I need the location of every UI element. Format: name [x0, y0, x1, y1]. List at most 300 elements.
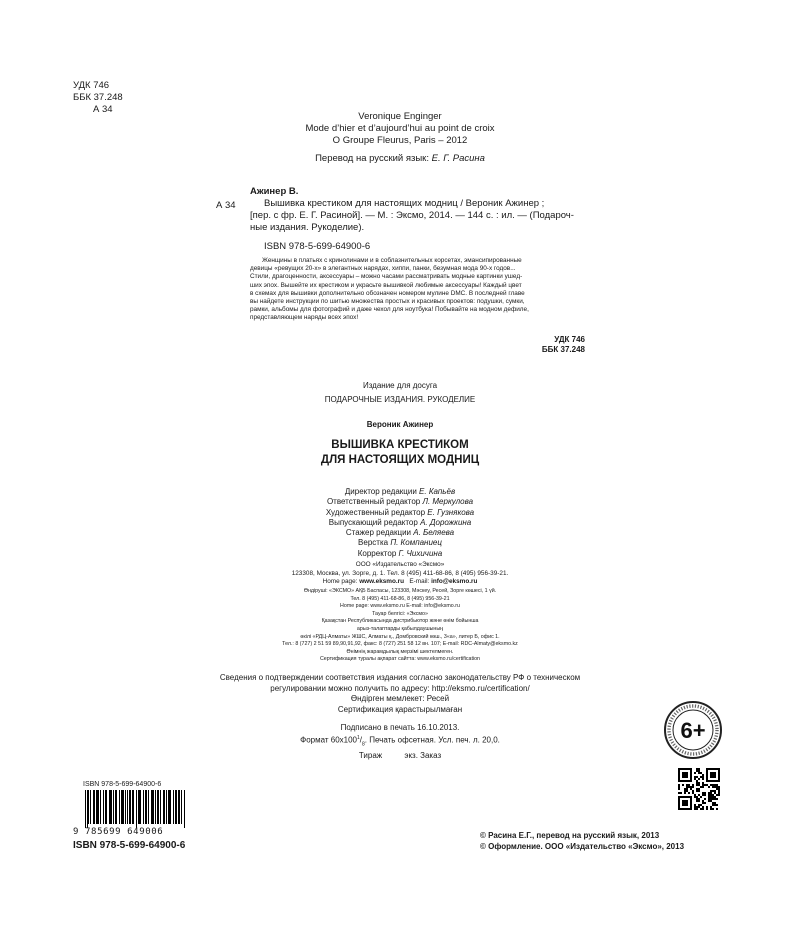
credit-line — [250, 487, 550, 497]
barcode-bar — [93, 790, 94, 824]
qr-module — [692, 790, 694, 792]
print-run: Тираж экз. Заказ — [358, 751, 442, 761]
qr-module — [708, 794, 710, 796]
qr-module — [696, 780, 698, 782]
qr-module — [704, 784, 706, 786]
qr-module — [702, 786, 704, 788]
credit-line — [250, 549, 550, 559]
certification-line: регулировании можно получить по адресу: http://eksmo.ru/certification/ — [270, 683, 530, 693]
qr-module — [694, 806, 696, 808]
certification-line: Сертификация қарастырылмаған — [337, 704, 463, 714]
barcode-bar — [166, 790, 167, 824]
barcode-bar — [88, 790, 89, 824]
credit-role: Директор редакции — [344, 487, 417, 496]
qr-module — [698, 788, 700, 790]
qr-module — [696, 768, 698, 770]
qr-module — [686, 790, 688, 792]
qr-module — [716, 794, 718, 796]
barcode-bar — [158, 790, 159, 824]
copyright-block — [480, 830, 725, 852]
kazakh-line: Өндіруші: «ЭКСМО» АҚБ Баспасы, 123308, Мәскеу, Ресей, Зорге көшесі, 1 үй. — [303, 588, 497, 594]
qr-module — [712, 798, 714, 800]
qr-module — [710, 798, 712, 800]
qr-module — [702, 776, 704, 778]
catalog-line: Вышивка крестиком для настоящих модниц / Вероник Ажинер ; — [264, 198, 545, 209]
qr-module — [700, 786, 702, 788]
credit-role: Художественный редактор — [325, 507, 426, 517]
credit-name: А. Беляева — [413, 528, 455, 538]
qr-module — [716, 784, 718, 786]
author-mark: А 34 — [93, 104, 113, 115]
credits-list — [250, 487, 550, 559]
credit-role: Выпускающий редактор — [328, 517, 418, 527]
qr-module — [702, 802, 704, 804]
catalog-bbk: ББК 37.248 — [541, 345, 585, 354]
edition-author: Вероник Ажинер — [366, 420, 434, 429]
qr-module — [688, 784, 690, 786]
qr-module — [698, 768, 700, 770]
qr-module — [696, 790, 698, 792]
credit-name: Е. Гузнякова — [427, 507, 475, 517]
barcode-bar — [153, 790, 154, 824]
qr-module — [678, 788, 680, 790]
barcode-bar — [106, 790, 107, 824]
copyright-line: © Расина Е.Г., перевод на русский язык, 2013 — [480, 831, 660, 840]
barcode-bar — [170, 790, 171, 824]
barcode-bar — [96, 790, 97, 824]
annotation-line: Стили, драгоценности, аксессуары – можно часами рассматривать модные картинки ушед- — [250, 273, 523, 281]
barcode-block — [73, 781, 203, 837]
qr-module — [696, 808, 698, 810]
bbk-code: ББК 37.248 — [73, 92, 123, 103]
qr-module — [704, 794, 706, 796]
age-rating-icon — [663, 700, 723, 760]
qr-module — [704, 792, 706, 794]
qr-module — [704, 798, 706, 800]
printing-block — [250, 722, 550, 761]
kazakh-line: Сертификация туралы ақпарат сайтта: www.eksmo.ru/certification — [319, 656, 481, 663]
edition-purpose: Издание для досуга — [362, 381, 438, 390]
certification-block — [200, 673, 600, 715]
qr-module — [698, 806, 700, 808]
qr-module — [710, 794, 712, 796]
qr-module — [712, 784, 714, 786]
qr-module — [718, 794, 720, 796]
barcode-bar — [138, 790, 139, 824]
qr-module — [702, 800, 704, 802]
qr-module — [710, 792, 712, 794]
qr-module — [696, 800, 698, 802]
barcode-isbn-small: ISBN 978-5-699-64900-6 — [83, 781, 162, 788]
qr-module — [700, 776, 702, 778]
translator-name: Е. Г. Расина — [431, 153, 485, 164]
qr-module — [690, 768, 692, 782]
barcode-bar — [179, 790, 180, 824]
barcode-bar — [116, 790, 117, 824]
qr-module — [696, 796, 698, 798]
barcode-bar — [136, 790, 137, 828]
original-edition — [250, 111, 550, 165]
publisher-address: 123308, Москва, ул. Зорге, д. 1. Тел. 8 (495) 411-68-86, 8 (495) 956-39-21. — [291, 569, 509, 577]
qr-module — [712, 804, 714, 806]
qr-module — [718, 786, 720, 788]
qr-module — [684, 790, 686, 792]
qr-module — [716, 798, 718, 800]
barcode-bar — [100, 790, 101, 824]
barcode-bar — [90, 790, 91, 824]
barcode-bar — [111, 790, 112, 824]
qr-module — [686, 786, 688, 788]
qr-module — [692, 792, 694, 794]
qr-module — [712, 786, 714, 788]
title-line: ВЫШИВКА КРЕСТИКОМ — [331, 439, 469, 451]
barcode-bar — [119, 790, 120, 824]
qr-module — [714, 804, 716, 806]
barcode-bar — [175, 790, 176, 824]
barcode-bar — [129, 790, 130, 824]
qr-module — [682, 800, 688, 806]
qr-module — [706, 808, 708, 810]
credit-role: Ответственный редактор — [326, 497, 421, 507]
age-rating-label: 6+ — [680, 718, 706, 743]
qr-module — [702, 784, 704, 786]
credit-role: Корректор — [357, 548, 397, 558]
qr-module — [698, 800, 700, 802]
qr-module — [678, 796, 692, 798]
credit-line — [250, 518, 550, 528]
barcode-bar — [105, 790, 106, 824]
qr-module — [678, 768, 680, 782]
barcode-bar — [125, 790, 126, 824]
kazakh-line: Home page: www.eksmo.ru E-mail: info@eksmo.ru — [340, 603, 460, 610]
qr-module — [694, 772, 696, 774]
book-title — [220, 438, 580, 468]
annotation-line: представляющем наряды всех эпох! — [250, 314, 359, 322]
catalog-line: ные издания. Рукоделие). — [250, 222, 365, 233]
qr-module — [678, 768, 692, 770]
kazakh-line: Қазақстан Республикасында дистрибьютор және өнім бойынша — [321, 618, 479, 625]
barcode-bar — [168, 790, 169, 824]
annotation-line: девицы «ревущих 20-х» в элегантных нарядах, хиппи, панки, безумная мода 90-х годов... — [250, 265, 516, 273]
qr-module — [712, 794, 714, 796]
qr-module — [678, 786, 680, 788]
publisher-email: info@eksmo.ru — [431, 578, 478, 586]
qr-module — [678, 792, 680, 794]
title-line: ДЛЯ НАСТОЯЩИХ МОДНИЦ — [320, 454, 480, 466]
qr-module — [684, 788, 686, 790]
qr-module — [678, 796, 680, 810]
qr-module — [716, 786, 718, 788]
credit-name: П. Компаниец — [390, 538, 442, 548]
publisher-website: www.eksmo.ru — [359, 578, 405, 586]
qr-module — [688, 786, 690, 788]
barcode-bar — [164, 790, 165, 824]
credit-line — [250, 528, 550, 538]
qr-module — [716, 808, 718, 810]
qr-module — [702, 774, 704, 776]
qr-module — [706, 780, 720, 782]
qr-module — [714, 796, 716, 798]
qr-module — [710, 806, 712, 808]
credit-line — [250, 508, 550, 518]
qr-module — [700, 804, 702, 806]
barcode-bar — [85, 790, 86, 828]
barcode-bar — [121, 790, 122, 824]
qr-module — [690, 786, 692, 788]
annotation-line: вы найдете инструкции по шитью множества простых и красивых проектов: подушки, сумки, — [250, 298, 525, 306]
credit-line — [250, 538, 550, 548]
publisher-name: ООО «Издательство «Эксмо» — [355, 561, 445, 568]
qr-module — [710, 790, 712, 792]
credit-name: Е. Капьёв — [419, 487, 456, 496]
qr-module — [716, 788, 718, 790]
qr-module — [718, 788, 720, 790]
qr-module — [702, 808, 704, 810]
barcode-bar — [169, 790, 170, 824]
qr-module — [714, 802, 716, 804]
qr-module — [696, 806, 698, 808]
qr-module — [718, 792, 720, 794]
catalog-author-mark: А 34 — [216, 200, 236, 211]
top-codes — [73, 80, 153, 116]
qr-module — [692, 784, 694, 786]
qr-module — [708, 792, 710, 794]
email-label: E-mail: — [409, 578, 430, 586]
barcode-bar — [123, 790, 124, 824]
qr-module — [682, 772, 688, 778]
qr-module — [698, 794, 700, 796]
qr-module — [718, 790, 720, 792]
kazakh-line: арыз-талаптарды қабылдаушының — [356, 625, 444, 632]
barcode-bar — [181, 790, 182, 824]
qr-module — [696, 782, 698, 784]
qr-module — [714, 798, 716, 800]
qr-module — [710, 796, 712, 798]
qr-code-icon — [678, 768, 720, 810]
barcode-icon — [73, 790, 193, 828]
qr-module — [706, 768, 708, 782]
original-author: Veronique Enginger — [358, 111, 442, 122]
catalog-udk: УДК 746 — [554, 335, 585, 344]
qr-code — [678, 768, 720, 810]
kazakh-line: Тел.: 8 (727) 2 51 59 89,90,91,92, факс: 8 (727) 251 58 12 вн. 107; E-mail: RDC-Almaty@eksmo.kz — [282, 641, 518, 648]
qr-module — [678, 784, 680, 786]
qr-module — [698, 778, 700, 780]
barcode-bar — [176, 790, 177, 824]
annotation — [250, 257, 595, 323]
credit-line — [250, 497, 550, 507]
barcode-bar — [113, 790, 114, 824]
barcode-digits: 9 785699 649006 — [73, 827, 164, 838]
qr-module — [710, 772, 716, 778]
kazakh-line: Өнімнің жарамдылық мерзімі шектелмеген. — [346, 648, 454, 655]
qr-module — [708, 786, 710, 788]
qr-module — [714, 786, 716, 788]
original-title: Mode d’hier et d’aujourd’hui au point de croix — [305, 123, 495, 134]
qr-module — [678, 808, 692, 810]
original-publisher: O Groupe Fleurus, Paris – 2012 — [332, 135, 468, 146]
annotation-line: Женщины в платьях с кринолинами и в соблазнительных корсетах, эмансипированные — [262, 257, 522, 264]
qr-module — [712, 808, 714, 810]
qr-module — [716, 804, 718, 806]
qr-module — [688, 792, 690, 794]
barcode-bar — [103, 790, 104, 824]
barcode-bar — [184, 790, 185, 828]
qr-module — [696, 788, 698, 790]
copyright-line: © Оформление. ООО «Издательство «Эксмо», 2013 — [480, 842, 685, 851]
qr-module — [710, 800, 712, 802]
kazakh-line: Тел. 8 (495) 411-68-86, 8 (495) 956-39-21 — [350, 595, 450, 602]
barcode-bar — [133, 790, 134, 824]
qr-module — [712, 802, 714, 804]
format-prefix: Формат 60x100 — [300, 735, 357, 745]
barcode-bar — [157, 790, 158, 824]
qr-module — [698, 798, 700, 800]
format-suffix: . Печать офсетная. Усл. печ. л. 20,0. — [364, 735, 500, 745]
barcode-bar — [152, 790, 153, 824]
qr-module — [702, 778, 704, 780]
annotation-line: рамки, альбомы для фотографий и даже чехол для ноутбука! Побывайте на модном дефиле, — [250, 306, 529, 314]
credit-role: Стажер редакции — [345, 528, 412, 538]
barcode-bar — [148, 790, 149, 824]
barcode-bar — [94, 790, 95, 824]
qr-module — [680, 792, 682, 794]
qr-module — [698, 770, 700, 772]
qr-module — [708, 796, 710, 798]
qr-module — [702, 794, 704, 796]
qr-module — [710, 808, 712, 810]
qr-module — [696, 798, 698, 800]
qr-module — [706, 806, 708, 808]
qr-module — [702, 782, 704, 784]
publisher-block — [250, 561, 550, 587]
qr-module — [686, 784, 688, 786]
catalog-line: [пер. с фр. Е. Г. Расиной]. — М. : Эксмо, 2014. — 144 с. : ил. — (Подароч- — [250, 210, 574, 221]
barcode-bar — [139, 790, 140, 824]
edition-series: ПОДАРОЧНЫЕ ИЗДАНИЯ. РУКОДЕЛИЕ — [324, 395, 476, 404]
credit-name: Л. Меркулова — [422, 497, 474, 507]
qr-module — [682, 784, 684, 786]
annotation-line: ших эпох. Вышейте их крестиком и украсьте вышивкой любимые аксессуары! Каждый цвет — [250, 281, 522, 289]
qr-module — [706, 784, 708, 786]
barcode-bar — [132, 790, 133, 824]
barcode-bar — [163, 790, 164, 824]
barcode-bar — [140, 790, 141, 824]
signed-to-print: Подписано в печать 16.10.2013. — [340, 723, 460, 732]
qr-module — [690, 796, 692, 810]
barcode-bar — [87, 790, 88, 828]
credit-role: Верстка — [358, 538, 389, 548]
barcode-bar — [122, 790, 123, 824]
format-fraction-num: 1 — [357, 735, 360, 741]
format-line: Формат $60x100^1/_8$. Печать офсетная. Усл. печ. л. 20,0. — [300, 735, 500, 748]
qr-module — [694, 808, 696, 810]
barcode-bar — [155, 790, 156, 824]
qr-module — [714, 792, 716, 794]
age-rating-badge — [663, 700, 723, 760]
qr-module — [696, 776, 698, 778]
barcode-bar — [160, 790, 161, 824]
qr-module — [696, 784, 698, 786]
certification-line: Сведения о подтверждении соответствия издания согласно законодательству РФ о техническом — [219, 673, 581, 682]
qr-module — [692, 786, 694, 788]
qr-module — [708, 798, 710, 800]
qr-module — [700, 808, 702, 810]
qr-module — [686, 788, 688, 790]
barcode-bar — [110, 790, 111, 824]
qr-module — [704, 802, 706, 804]
qr-module — [698, 804, 700, 806]
qr-module — [690, 788, 692, 790]
qr-module — [694, 804, 696, 806]
barcode-bar — [127, 790, 128, 824]
publisher-contacts — [250, 578, 550, 587]
catalog-record — [250, 186, 592, 253]
web-label: Home page: — [322, 578, 358, 586]
barcode-bar — [109, 790, 110, 824]
qr-module — [702, 792, 704, 794]
kazakh-block — [250, 588, 550, 664]
barcode-bar — [178, 790, 179, 824]
qr-module — [698, 784, 700, 786]
qr-module — [694, 794, 696, 796]
qr-module — [698, 772, 700, 774]
certification-line: Өндірген мемлекет: Ресей — [350, 694, 450, 704]
qr-module — [698, 790, 700, 792]
qr-module — [706, 768, 720, 770]
qr-module — [708, 800, 710, 802]
credit-name: А. Дорожкина — [420, 517, 472, 527]
qr-module — [702, 806, 704, 808]
barcode-bar — [97, 790, 98, 824]
barcode-bar — [115, 790, 116, 824]
qr-module — [694, 778, 696, 780]
barcode-bar — [143, 790, 144, 824]
barcode-bar — [146, 790, 147, 824]
qr-module — [714, 784, 716, 786]
udk-code: УДК 746 — [73, 80, 110, 91]
barcode-bar — [151, 790, 152, 824]
barcode-bar — [130, 790, 131, 824]
qr-module — [710, 784, 712, 786]
qr-module — [700, 772, 702, 774]
qr-module — [696, 770, 698, 772]
qr-module — [698, 782, 700, 784]
qr-module — [712, 790, 714, 792]
isbn-large: ISBN 978-5-699-64900-6 — [73, 840, 186, 851]
qr-module — [714, 790, 716, 792]
format-fraction-den: 8 — [362, 741, 365, 748]
qr-module — [700, 796, 702, 798]
translation-credit — [250, 153, 550, 165]
qr-module — [678, 780, 692, 782]
catalog-heading: Ажинер В. — [250, 186, 299, 197]
catalog-classification — [520, 335, 585, 355]
barcode-bar — [173, 790, 174, 824]
qr-module — [694, 776, 696, 778]
qr-module — [684, 792, 686, 794]
barcode-bar — [98, 790, 99, 824]
catalog-isbn: ISBN 978-5-699-64900-6 — [264, 241, 371, 252]
credit-name: Г. Чихичина — [398, 548, 443, 558]
qr-module — [718, 768, 720, 782]
annotation-line: в схемах для вышивки дополнительно обозначен номером мулине DMC. В последней главе — [250, 289, 525, 297]
kazakh-line: өкілі «РДЦ-Алматы» ЖШС, Алматы қ., Домбровский көш., 3«а», литер Б, офис 1. — [300, 633, 500, 640]
qr-module — [712, 796, 714, 798]
translation-label: Перевод на русский язык: — [315, 153, 429, 164]
barcode-bar — [145, 790, 146, 824]
kazakh-line: Тауар белгісі: «Эксмо» — [372, 610, 428, 617]
